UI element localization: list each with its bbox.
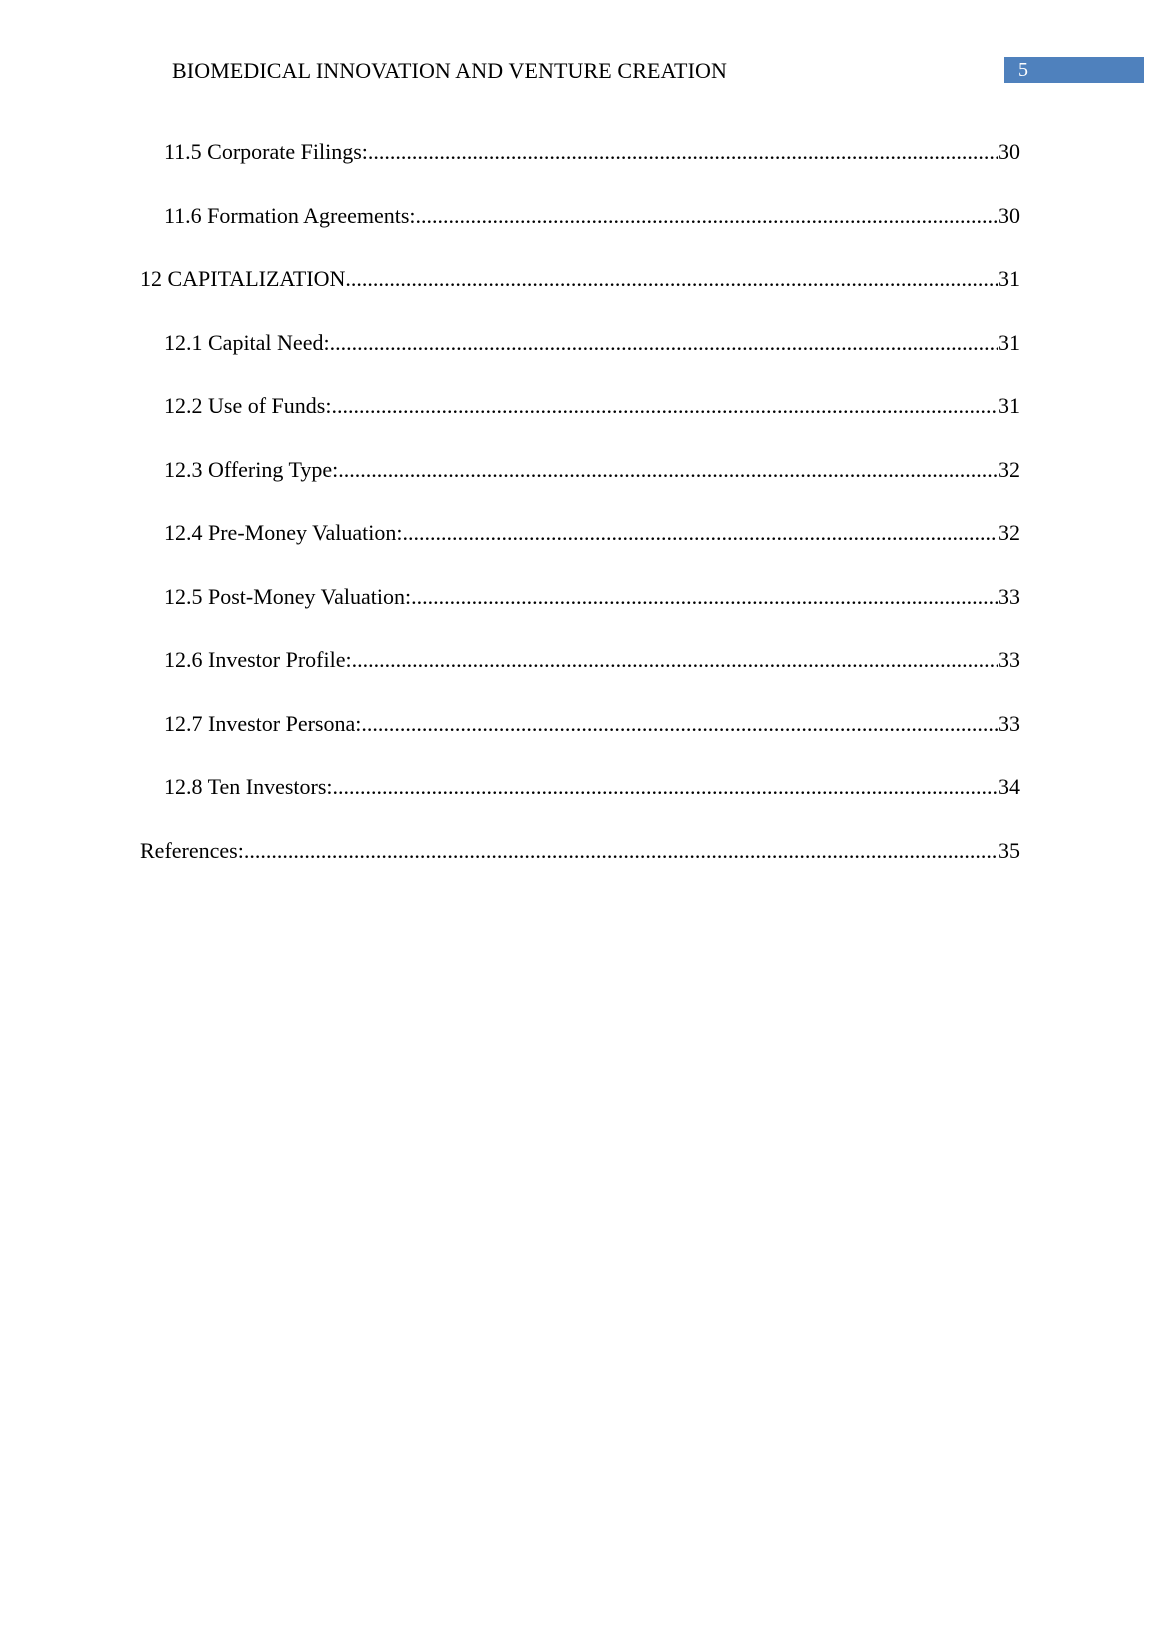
toc-entry-page: 33	[998, 647, 1020, 672]
toc-entry-label: 12.7 Investor Persona:	[164, 710, 362, 736]
toc-entry-label: 11.5 Corporate Filings:	[164, 139, 368, 164]
toc-dot-leader	[331, 391, 998, 421]
toc-entry-11-6[interactable]	[140, 201, 1020, 265]
toc-entry-page: 33	[998, 710, 1020, 736]
toc-dot-leader	[333, 772, 998, 802]
toc-dot-leader	[361, 709, 998, 739]
toc-entry-label: 12.8 Ten Investors:	[164, 774, 333, 799]
toc-entry-page: 33	[998, 583, 1020, 609]
toc-entry-label: 12.2 Use of Funds:	[164, 393, 332, 418]
toc-dot-leader	[416, 201, 998, 231]
toc-entry-page: 31	[998, 329, 1020, 355]
toc-dot-leader	[330, 328, 998, 358]
toc-dot-leader	[244, 836, 998, 866]
toc-entry-12-7[interactable]	[140, 709, 1020, 773]
toc-entry-12-2[interactable]	[140, 391, 1020, 455]
running-head-title: BIOMEDICAL INNOVATION AND VENTURE CREATION	[172, 58, 727, 83]
toc-entry-page: 30	[998, 139, 1020, 164]
toc-entry-12-1[interactable]	[140, 328, 1020, 392]
toc-entry-label: 12.5 Post-Money Valuation:	[164, 583, 412, 609]
toc-entry-label: 12 CAPITALIZATION	[140, 266, 346, 291]
toc-dot-leader	[338, 455, 998, 485]
toc-dot-leader	[411, 582, 998, 612]
toc-entry-page: 31	[998, 393, 1020, 418]
toc-entry-12-8[interactable]	[140, 772, 1020, 836]
toc-entry-page: 32	[998, 520, 1020, 545]
toc-dot-leader	[403, 518, 998, 548]
toc-entry-12-5[interactable]	[140, 582, 1020, 646]
toc-entry-12[interactable]	[140, 264, 1020, 328]
toc-entry-label: 11.6 Formation Agreements:	[164, 202, 416, 228]
toc-entry-page: 32	[998, 456, 1020, 482]
toc-entry-12-3[interactable]	[140, 455, 1020, 519]
toc-dot-leader	[368, 137, 998, 167]
toc-entry-label: 12.4 Pre-Money Valuation:	[164, 520, 403, 545]
table-of-contents	[140, 137, 1020, 899]
toc-entry-page: 35	[998, 837, 1020, 863]
toc-entry-page: 34	[998, 774, 1020, 799]
toc-entry-11-5[interactable]	[140, 137, 1020, 201]
page-number-badge: 5	[1004, 57, 1144, 83]
toc-dot-leader	[352, 645, 998, 675]
toc-entry-12-6[interactable]	[140, 645, 1020, 709]
toc-dot-leader	[345, 264, 998, 294]
toc-entry-references[interactable]	[140, 836, 1020, 900]
toc-entry-page: 31	[998, 266, 1020, 291]
toc-entry-label: 12.6 Investor Profile:	[164, 647, 352, 672]
toc-entry-label: 12.3 Offering Type:	[164, 456, 339, 482]
toc-entry-12-4[interactable]	[140, 518, 1020, 582]
toc-entry-label: 12.1 Capital Need:	[164, 329, 330, 355]
toc-entry-page: 30	[998, 202, 1020, 228]
toc-entry-label: References:	[140, 837, 244, 863]
